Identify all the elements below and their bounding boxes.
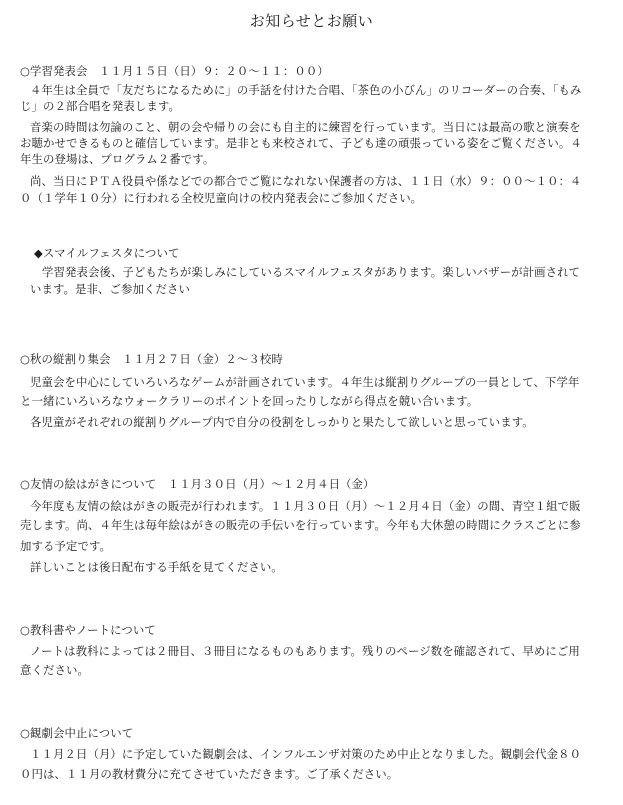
section-heading-postcards: ○友情の絵はがきについて １１月３０日（月）～１２月４日（金） — [20, 477, 375, 491]
paragraph-line: 詳しいことは後日配布する手紙を見てください。 — [30, 560, 283, 574]
paragraph-line: 加する予定です。 — [20, 539, 112, 553]
paragraph-line: います。是非、ご参加ください — [30, 282, 190, 296]
paragraph-line: 年生の登場は、プログラム２番です。 — [20, 152, 215, 166]
paragraph-line: ０（１学年１０分）に行われる全校児童向けの校内発表会にご参加ください。 — [20, 191, 423, 205]
section-heading-smile-festa: ◆スマイルフェスタについて — [34, 246, 180, 260]
paragraph-line: お聴かせできるものと確信しています。是非とも来校されて、子ども達の頑張っている姿をご覧ください。４ — [20, 136, 582, 150]
paragraph-line: じ」の２部合唱を発表します。 — [20, 99, 180, 113]
section-heading-theater-cancel: ○観劇会中止について — [20, 726, 134, 740]
section-heading-textbooks: ○教科書やノートについて — [20, 623, 156, 637]
paragraph-line: ノートは教科によっては２冊目、３冊目になるものもあります。残りのページ数を確認されて、早めにご用 — [30, 644, 580, 658]
paragraph-line: 学習発表会後、子どもたちが楽しみにしているスマイルフェスタがあります。楽しいバザーが計画されて — [42, 265, 581, 279]
paragraph-line: ０円は、１１月の教材費分に充てさせていただきます。ご了承ください。 — [20, 767, 399, 781]
paragraph-line: 意ください。 — [20, 663, 89, 677]
paragraph-line: 音楽の時間は勿論のこと、朝の会や帰りの会にも自主的に練習を行っています。当日には最高の歌と演奏を — [30, 120, 581, 134]
document-title: お知らせとお願い — [249, 12, 374, 30]
paragraph-line: 今年度も友情の絵はがきの販売が行われます。１１月３０日（月）～１２月４日（金）の間、青空１組で販 — [30, 499, 581, 513]
paragraph-line: 児童会を中心にしていろいろなゲームが計画されています。４年生は縦割りグループの一員として、下学年 — [30, 375, 580, 389]
paragraph-line: 各児童がそれぞれの縦割りグループ内で自分の役割をしっかりと果たして欲しいと思っています。 — [30, 415, 534, 429]
paragraph-line: 売します。尚、４年生は毎年絵はがきの販売の手伝いを行っています。今年も大休憩の時間にクラスごとに参 — [20, 518, 581, 532]
section-heading-study-presentation: ○学習発表会 １１月１５日（日）９：２０～１１：００） — [20, 64, 329, 78]
paragraph-line: １１月２日（月）に予定していた観劇会は、インフルエンザ対策のため中止となりました。観劇会代金８０ — [30, 747, 582, 761]
paragraph-line: と一緒にいろいろなウォークラリーのポイントを回ったりしながら得点を競い合います。 — [20, 394, 479, 408]
paragraph-line: ４年生は全員で「友だちになるために」の手話を付けた合唱、「茶色の小びん」のリコーダーの合奏、「もみ — [30, 83, 582, 97]
paragraph-line: 尚、当日にＰＴＡ役員や係などでの都合でご覧になれない保護者の方は、１１日（水）９：００～１０：４ — [30, 174, 582, 188]
section-heading-autumn-assembly: ○秋の縦割り集会 １１月２７日（金）２～３校時 — [20, 352, 283, 366]
